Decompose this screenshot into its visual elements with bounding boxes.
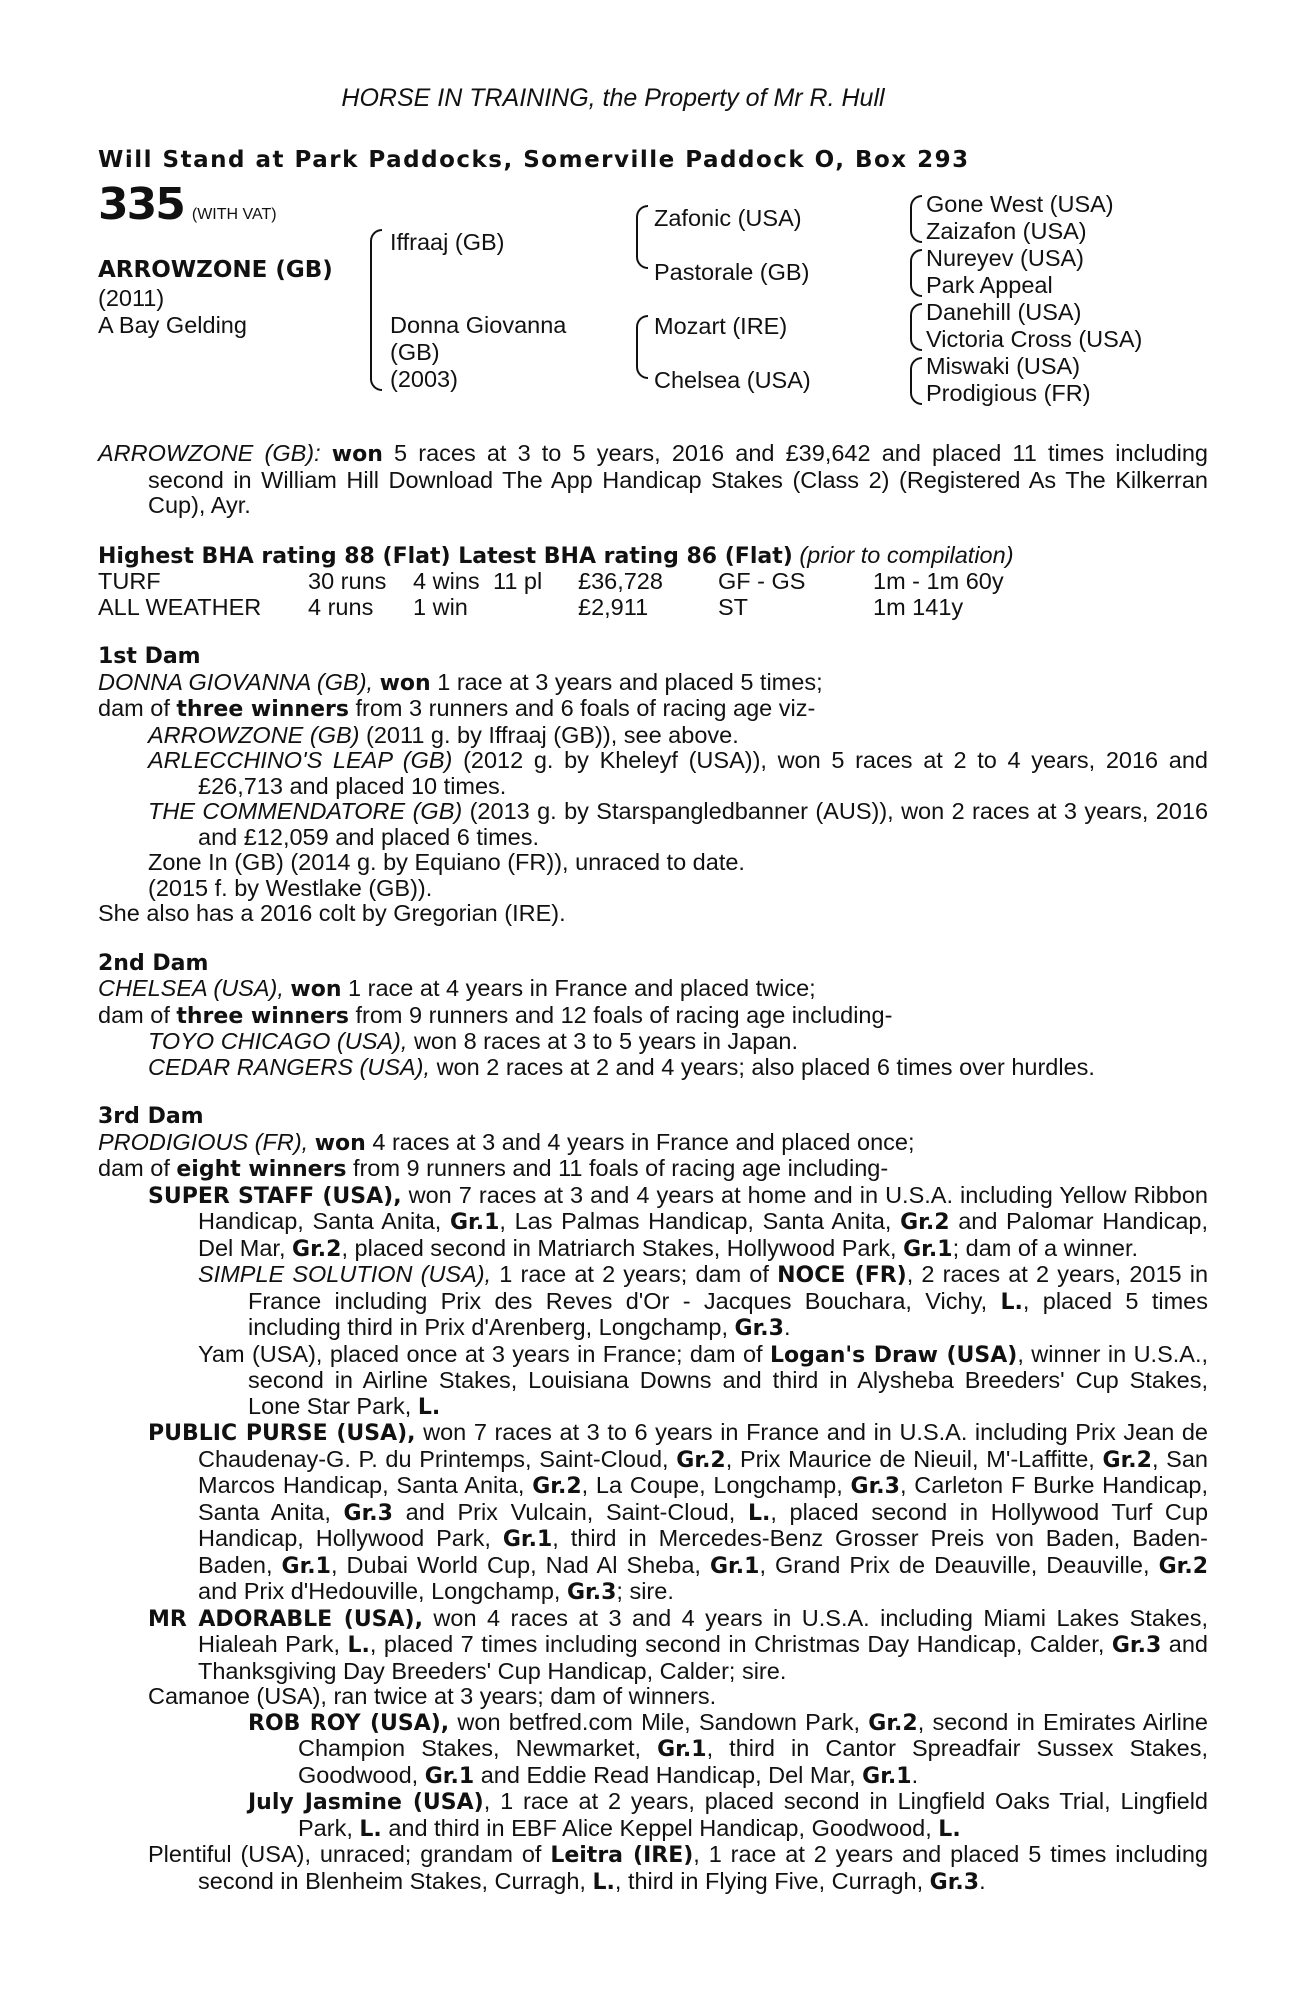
catalogue-page: [98, 84, 1208, 1895]
dam1-l1-rest: 1 race at 3 years and placed 5 times;: [437, 668, 823, 695]
dam3-rr-g4: Gr.1: [862, 1763, 912, 1789]
dam3-pp-k: and Prix d'Hedouville, Longchamp,: [198, 1578, 561, 1604]
dam3-yam-bold: Logan's Draw (USA): [769, 1342, 1018, 1368]
dam3-pp-g3: Gr.2: [532, 1474, 582, 1499]
dam1-l1-won: won: [379, 670, 431, 696]
ratings-table: [98, 569, 1208, 620]
ratings-rows-1-1: 4 runs: [308, 593, 374, 620]
dam3-jj-b: and third in EBF Alice Keppel Handicap, Goodwood,: [388, 1814, 932, 1841]
dam2-p1-name: TOYO CHICAGO (USA),: [148, 1028, 408, 1054]
dam3-pp-f: and Prix Vulcain, Saint-Cloud,: [405, 1498, 736, 1525]
dam3-ma-l: L.: [347, 1633, 370, 1658]
dam3-pp-b: , Prix Maurice de Nieuil, M'-Laffitte,: [725, 1445, 1095, 1472]
horse-name: ARROWZONE (GB): [98, 257, 333, 283]
dam3-pp-d: , La Coupe, Longchamp,: [581, 1472, 843, 1498]
dam3-pp-h: , third in Mercedes-Benz Grosser Preis von Baden, Baden-Baden,: [198, 1525, 1208, 1578]
first-dam-heading: 1st Dam: [98, 644, 201, 669]
yam-entry: [98, 1342, 1208, 1421]
ddd: Prodigious (FR): [926, 380, 1091, 406]
sdd: Park Appeal: [926, 272, 1053, 298]
dam3-pp-g10: Gr.3: [566, 1580, 617, 1605]
dam3-ma-g: Gr.3: [1111, 1633, 1162, 1658]
sire-dam: Pastorale (GB): [654, 259, 810, 285]
dam1-p1-rest: (2011 g. by Iffraaj (GB)), see above.: [366, 721, 739, 748]
catalogue-body: [98, 441, 1208, 1895]
brace-dam: [636, 315, 648, 379]
dam3-pp-l: L.: [747, 1500, 771, 1526]
dam3-rr-g2: Gr.1: [657, 1737, 707, 1762]
sire: Iffraaj (GB): [390, 229, 505, 255]
ratings-rows-1-3: [493, 595, 578, 621]
dam3-ss-name: SUPER STAFF (USA),: [148, 1183, 402, 1209]
dam3-ss-g1: Gr.1: [449, 1210, 500, 1235]
text-line: [98, 799, 1208, 850]
ratings-rows-0-4: £36,728: [578, 568, 663, 594]
section-spacer: [98, 1080, 1208, 1104]
text-line: [98, 670, 1208, 697]
dam3-yam-b: , winner in U.S.A., second in Airline Stakes, Louisiana Downs and third in Alysheba Breeders' Cup Stakes, Lone Star Park,: [248, 1340, 1209, 1419]
dam-line1: Donna Giovanna: [390, 312, 567, 338]
vat-label: (WITH VAT): [191, 206, 277, 223]
text-line: [98, 976, 1208, 1003]
dam3-ma-a: won 4 races at 3 and 4 years in U.S.A. including Miami Lakes Stakes, Hialeah Park,: [198, 1604, 1208, 1657]
dsd: Victoria Cross (USA): [926, 326, 1143, 352]
dam3-l2-pre: dam of: [98, 1155, 170, 1181]
dam3-ss-b: , Las Palmas Handicap, Santa Anita,: [499, 1208, 892, 1234]
dam3-jj-l1: L.: [359, 1816, 382, 1842]
dam3-rr-b: , second in Emirates Airline Champion Stakes, Newmarket,: [298, 1708, 1209, 1761]
dam1-p4: Zone In (GB) (2014 g. by Equiano (FR)), unraced to date.: [148, 849, 745, 875]
second-dam-heading: 2nd Dam: [98, 950, 209, 976]
text-line: [98, 748, 1208, 799]
vendor-line: HORSE IN TRAINING, the Property of Mr R. Hull: [341, 84, 885, 112]
dam3-ss-g3: Gr.2: [292, 1236, 342, 1262]
second-dam-section: [98, 951, 1208, 1081]
dam2-p2-rest: won 2 races at 2 and 4 years; also placed 6 times over hurdles.: [436, 1053, 1095, 1080]
lot-number: 335: [98, 179, 184, 230]
dam3-pp-g4: Gr.3: [850, 1474, 900, 1499]
dam3-sol-a: 1 race at 2 years; dam of: [499, 1261, 769, 1287]
section-spacer: [98, 927, 1208, 951]
ratings-rows-0-1: 30 runs: [308, 568, 387, 594]
ratings-rows-1-0: ALL WEATHER: [98, 593, 262, 620]
dam3-sol-noce: NOCE (FR): [777, 1263, 907, 1288]
rob-roy-entry: [98, 1710, 1208, 1790]
dam3-ss-a: won 7 races at 3 and 4 years at home and in U.S.A. including Yellow Ribbon Handicap, Santa Anita,: [198, 1181, 1208, 1234]
text-line: [98, 1003, 1208, 1030]
ratings-rows-0-5: GF - GS: [718, 568, 806, 594]
sire-sire: Zafonic (USA): [654, 205, 802, 231]
dam1-l2-pre: dam of: [98, 695, 170, 721]
dam3-l1-won: won: [314, 1130, 366, 1156]
dam3-pl-a: Plentiful (USA), unraced; grandam of: [148, 1841, 542, 1867]
summary-text: 5 races at 3 to 5 years, 2016 and £39,642 and placed 11 times including second in William Hill Download The App Handicap Stakes (Class 2) (Registered As The Kilkerran Cup), Ayr.: [148, 440, 1209, 518]
dam-sire: Mozart (IRE): [654, 313, 788, 339]
dam3-ma-b: , placed 7 times including second in Christmas Day Handicap, Calder,: [369, 1631, 1105, 1657]
dam3-pp-a: won 7 races at 3 to 6 years in France and in U.S.A. including Prix Jean de Chaudenay-G. P. du Printemps, Saint-Cloud,: [198, 1419, 1209, 1472]
dam3-ss-e: ; dam of a winner.: [952, 1234, 1139, 1261]
dam3-pp-i: , Dubai World Cup, Nad Al Sheba,: [330, 1551, 701, 1578]
section-spacer: [98, 620, 1208, 644]
dam3-sol-name: SIMPLE SOLUTION (USA),: [198, 1261, 492, 1287]
text-line: [98, 1130, 1208, 1157]
ratings-heading: [98, 543, 1208, 570]
first-dam-section: [98, 644, 1208, 927]
dam3-pp-name: PUBLIC PURSE (USA),: [148, 1421, 416, 1446]
dam1-l2-bold: three winners: [176, 697, 349, 722]
dam3-yam-a: Yam (USA), placed once at 3 years in France; dam of: [198, 1340, 763, 1367]
simple-solution-entry: [98, 1262, 1208, 1342]
pedigree-block: [98, 179, 1208, 421]
dam3-ma-c: and Thanksgiving Day Breeders' Cup Handicap, Calder; sire.: [198, 1631, 1208, 1684]
third-dam-section: [98, 1104, 1208, 1895]
sds: Nureyev (USA): [926, 245, 1085, 271]
dam3-sol-d: .: [783, 1314, 791, 1340]
dam3-pp-g1: Gr.2: [676, 1447, 726, 1473]
ratings-note: (prior to compilation): [799, 541, 1014, 568]
dam1-p5: (2015 f. by Westlake (GB)).: [148, 874, 433, 901]
dam1-l1-name: DONNA GIOVANNA (GB),: [98, 668, 374, 695]
text-line: [98, 1055, 1208, 1081]
dam2-l1-won: won: [290, 977, 342, 1002]
dam1-p1-name: ARROWZONE (GB): [148, 721, 360, 748]
dam-dam: Chelsea (USA): [654, 367, 811, 393]
dam2-l1-name: CHELSEA (USA),: [98, 975, 284, 1001]
dam3-rr-a: won betfred.com Mile, Sandown Park,: [457, 1708, 861, 1735]
dam3-pp-g2: Gr.2: [1102, 1447, 1152, 1473]
dam3-rr-g3: Gr.1: [424, 1763, 475, 1789]
super-staff-entry: [98, 1183, 1208, 1263]
text-line: [98, 1156, 1208, 1183]
dam3-pp-g8: Gr.1: [710, 1553, 760, 1579]
dam3-pp-end: ; sire.: [616, 1578, 674, 1604]
summary-name: ARROWZONE (GB):: [98, 440, 321, 466]
dam3-pl-bold: Leitra (IRE): [550, 1843, 694, 1868]
brace-sd: [910, 249, 922, 297]
dam3-yam-l: L.: [417, 1394, 441, 1420]
race-summary: [98, 441, 1208, 519]
sss: Gone West (USA): [926, 191, 1114, 217]
dam3-pp-g: , placed second in Hollywood Turf Cup Handicap, Hollywood Park,: [198, 1498, 1209, 1551]
dam3-sol-b: , 2 races at 2 years, 2015 in France including Prix des Reves d'Or - Jacques Bouchara, Vichy,: [248, 1261, 1209, 1314]
dam1-p3-name: THE COMMENDATORE (GB): [148, 798, 463, 824]
dam3-ss-c: and Palomar Handicap, Del Mar,: [198, 1208, 1209, 1261]
dam3-rr-c: , third in Cantor Spreadfair Sussex Stakes, Goodwood,: [298, 1735, 1209, 1788]
dam2-l2-rest: from 9 runners and 12 foals of racing age including-: [355, 1001, 893, 1028]
ratings-rows-0-3: 11 pl: [493, 568, 543, 594]
dam3-l1-rest: 4 races at 3 and 4 years in France and placed once;: [372, 1128, 915, 1155]
horse-description: A Bay Gelding: [98, 312, 247, 338]
dam2-l2-bold: three winners: [176, 1003, 349, 1029]
plentiful-entry: [98, 1842, 1208, 1895]
dam3-pp-g9: Gr.2: [1158, 1553, 1208, 1579]
dam3-sol-c: , placed 5 times including third in Prix d'Arenberg, Longchamp,: [248, 1287, 1208, 1340]
dam3-pl-g: Gr.3: [929, 1869, 980, 1895]
dam3-jj-name: July Jasmine (USA): [248, 1790, 484, 1815]
dam3-ss-g4: Gr.1: [903, 1236, 953, 1262]
mr-adorable-entry: [98, 1606, 1208, 1685]
ratings-rows-1-5: ST: [718, 593, 749, 620]
dam3-pp-c: , San Marcos Handicap, Santa Anita,: [198, 1445, 1208, 1498]
dam2-l2-pre: dam of: [98, 1001, 170, 1028]
dam3-pl-c: , third in Flying Five, Curragh,: [614, 1867, 924, 1894]
dam3-ss-g2: Gr.2: [900, 1210, 950, 1235]
ratings-rows-1-6: 1m 141y: [873, 593, 964, 620]
dam1-p2-name: ARLECCHINO'S LEAP (GB): [148, 747, 453, 773]
ratings-rows-0-2: 4 wins: [413, 568, 480, 594]
ssd: Zaizafon (USA): [926, 218, 1087, 244]
dam3-pp-g5: Gr.3: [343, 1500, 393, 1526]
ratings-rows-0-0: TURF: [98, 568, 161, 594]
dam3-rr-g1: Gr.2: [868, 1710, 918, 1736]
ratings-section: [98, 543, 1208, 621]
third-dam-heading: 3rd Dam: [98, 1104, 204, 1129]
dam3-l1-name: PRODIGIOUS (FR),: [98, 1128, 309, 1155]
dam3-rr-name: ROB ROY (USA),: [248, 1710, 450, 1736]
dds: Miswaki (USA): [926, 353, 1081, 379]
july-jasmine-entry: [98, 1789, 1208, 1842]
dam2-l1-rest: 1 race at 4 years in France and placed twice;: [348, 975, 816, 1001]
dam3-jj-l2: L.: [938, 1816, 961, 1842]
dam3-ma-name: MR ADORABLE (USA),: [148, 1606, 423, 1632]
dam1-p2-rest: (2012 g. by Kheleyf (USA)), won 5 races at 2 to 4 years, 2016 and £26,713 and placed 10 times.: [198, 747, 1208, 799]
camanoe-entry: Camanoe (USA), ran twice at 3 years; dam of winners.: [148, 1683, 717, 1709]
text-line: [98, 696, 1208, 723]
dam3-rr-e: .: [911, 1761, 919, 1788]
dam3-pp-g7: Gr.1: [281, 1553, 331, 1579]
text-line: [98, 723, 1208, 749]
dam3-sol-l: L.: [1000, 1289, 1023, 1315]
dam-line2: (GB): [390, 339, 440, 365]
dam3-rr-d: and Eddie Read Handicap, Del Mar,: [480, 1761, 856, 1788]
dam3-l2-rest: from 9 runners and 11 foals of racing age including-: [353, 1155, 889, 1181]
dam3-pl-d: .: [979, 1867, 986, 1894]
summary-won: won: [331, 442, 383, 467]
brace-main: [370, 229, 382, 391]
dss: Danehill (USA): [926, 299, 1082, 325]
brace-ss: [910, 195, 922, 243]
dam3-sol-g: Gr.3: [734, 1316, 784, 1341]
dam3-jj-a: , 1 race at 2 years, placed second in Lingfield Oaks Trial, Lingfield Park,: [298, 1788, 1208, 1841]
dam3-pp-e: , Carleton F Burke Handicap, Santa Anita,: [198, 1472, 1208, 1525]
dam1-l2-rest: from 3 runners and 6 foals of racing age viz-: [355, 695, 816, 721]
ratings-rows-0-6: 1m - 1m 60y: [873, 568, 1004, 594]
dam3-pp-g6: Gr.1: [502, 1527, 553, 1552]
dam3-ss-d: , placed second in Matriarch Stakes, Hollywood Park,: [341, 1234, 897, 1261]
dam2-p2-name: CEDAR RANGERS (USA),: [148, 1053, 431, 1080]
dam3-l2-bold: eight winners: [176, 1157, 347, 1182]
stand-location: Will Stand at Park Paddocks, Somerville Paddock O, Box 293: [98, 147, 970, 173]
dam2-p1-rest: won 8 races at 3 to 5 years in Japan.: [413, 1028, 798, 1054]
text-line: [98, 1029, 1208, 1055]
dam3-pl-l: L.: [592, 1869, 615, 1895]
dam1-p3-rest: (2013 g. by Starspangledbanner (AUS)), won 2 races at 3 years, 2016 and £12,059 and placed 6 times.: [198, 798, 1209, 850]
ratings-rows-1-2: 1 win: [413, 593, 468, 620]
dam3-pp-j: , Grand Prix de Deauville, Deauville,: [759, 1551, 1150, 1578]
public-purse-entry: [98, 1420, 1208, 1606]
dam1-extra: She also has a 2016 colt by Gregorian (IRE).: [98, 900, 566, 926]
ratings-heading: Highest BHA rating 88 (Flat) Latest BHA rating 86 (Flat): [98, 543, 793, 569]
brace-ds: [910, 303, 922, 351]
lot-number-line: [98, 179, 277, 230]
ratings-rows-1-4: £2,911: [578, 593, 649, 620]
brace-sire: [636, 205, 648, 269]
dam-line3: (2003): [390, 366, 458, 392]
horse-year: (2011): [98, 285, 165, 311]
dam3-pl-b: , 1 race at 2 years and placed 5 times including second in Blenheim Stakes, Curragh,: [198, 1841, 1208, 1894]
brace-dd: [910, 357, 922, 405]
